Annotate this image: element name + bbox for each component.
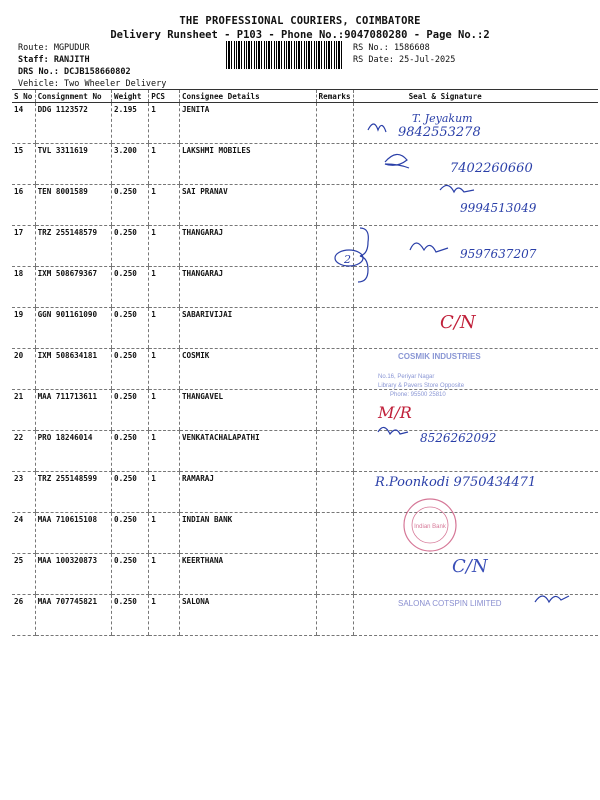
cell-consignee: THANGARAJ (179, 226, 316, 267)
cell-consignment: MAA 710615108 (35, 513, 111, 554)
cell-weight: 0.250 (112, 185, 149, 226)
cell-consignee: INDIAN BANK (179, 513, 316, 554)
cell-consignee: THANGARAJ (179, 267, 316, 308)
cell-consignment: MAA 100320873 (35, 554, 111, 595)
cell-consignment: PRO 18246014 (35, 431, 111, 472)
header-seal: Seal & Signature (353, 90, 598, 103)
drs-line: DRS No.: DCJB158660802 (18, 67, 131, 77)
cell-remarks (316, 349, 353, 390)
cell-pcs: 1 (149, 185, 180, 226)
cell-remarks (316, 513, 353, 554)
table-row (12, 431, 598, 472)
cell-pcs: 1 (149, 472, 180, 513)
cell-pcs: 1 (149, 144, 180, 185)
cell-consignment: MAA 711713611 (35, 390, 111, 431)
cell-remarks (316, 226, 353, 267)
hw-r17-18-phone: 9597637207 (460, 247, 537, 261)
cell-weight: 0.250 (112, 595, 149, 636)
rs-date: RS Date: 25-Jul-2025 (353, 55, 456, 65)
cell-consignment: GGN 901161090 (35, 308, 111, 349)
cell-pcs: 1 (149, 308, 180, 349)
header-weight: Weight (112, 90, 149, 103)
cell-remarks (316, 472, 353, 513)
cell-weight: 2.195 (112, 103, 149, 144)
cell-pcs: 1 (149, 554, 180, 595)
cell-pcs: 1 (149, 431, 180, 472)
table-row (12, 103, 598, 144)
barcode-icon (226, 41, 344, 69)
company-title: THE PROFESSIONAL COURIERS, COIMBATORE (179, 15, 421, 27)
delivery-table (12, 89, 598, 636)
cell-consignment: TRZ 255148599 (35, 472, 111, 513)
cell-remarks (316, 267, 353, 308)
hw-r15-phone: 7402260660 (450, 161, 533, 176)
hw-r16-phone: 9994513049 (460, 201, 537, 215)
hw-r25-note: C/N (452, 556, 488, 577)
cell-seal (353, 554, 598, 595)
stamp-cosmik-line4: Phone: 95500 25810 (390, 392, 446, 398)
cell-weight: 0.250 (112, 226, 149, 267)
rs-number: RS No.: 1586608 (353, 43, 430, 53)
salona-stamp: SALONA COTSPIN LIMITED (398, 599, 502, 608)
table-row (12, 144, 598, 185)
stamp-cosmik-title: COSMIK INDUSTRIES (398, 352, 481, 361)
cell-sno: 22 (12, 431, 35, 472)
bank-seal-text: Indian Bank (414, 524, 446, 530)
table-row (12, 308, 598, 349)
cell-seal (353, 431, 598, 472)
cell-remarks (316, 185, 353, 226)
cell-pcs: 1 (149, 513, 180, 554)
table-row (12, 349, 598, 390)
table-header-row (12, 90, 598, 103)
cell-pcs: 1 (149, 595, 180, 636)
cell-remarks (316, 595, 353, 636)
cell-remarks (316, 431, 353, 472)
cell-sno: 14 (12, 103, 35, 144)
cell-seal (353, 390, 598, 431)
cell-seal (353, 185, 598, 226)
header-consignee: Consignee Details (179, 90, 316, 103)
cell-pcs: 1 (149, 390, 180, 431)
route-info (18, 42, 166, 90)
cell-remarks (316, 390, 353, 431)
cell-sno: 26 (12, 595, 35, 636)
cell-consignment: MAA 707745821 (35, 595, 111, 636)
cell-pcs: 1 (149, 349, 180, 390)
cell-sno: 16 (12, 185, 35, 226)
vehicle-line: Vehicle: Two Wheeler Delivery (18, 79, 167, 89)
hw-r21-note: M/R (378, 403, 412, 422)
table-row (12, 472, 598, 513)
table-row (12, 226, 598, 267)
cell-sno: 20 (12, 349, 35, 390)
table-row (12, 390, 598, 431)
cell-seal (353, 267, 598, 308)
cell-consignment: DDG 1123572 (35, 103, 111, 144)
cell-sno: 19 (12, 308, 35, 349)
cell-consignee: LAKSHMI MOBILES (179, 144, 316, 185)
cell-seal (353, 103, 598, 144)
cell-sno: 15 (12, 144, 35, 185)
cell-seal (353, 472, 598, 513)
cell-consignment: IXM 508679367 (35, 267, 111, 308)
cell-sno: 23 (12, 472, 35, 513)
cell-seal (353, 144, 598, 185)
cell-consignee: COSMIK (179, 349, 316, 390)
cell-weight: 0.250 (112, 513, 149, 554)
cell-sno: 25 (12, 554, 35, 595)
hw-r23-entry: R.Poonkodi 9750434471 (375, 475, 537, 490)
table-row (12, 554, 598, 595)
hw-r22-phone: 8526262092 (420, 431, 497, 445)
hw-r19-note: C/N (440, 312, 476, 333)
cell-consignee: KEERTHANA (179, 554, 316, 595)
cell-seal (353, 349, 598, 390)
header-sno: S No (12, 90, 35, 103)
header-consignment: Consignment No (35, 90, 111, 103)
cell-remarks (316, 554, 353, 595)
cell-consignment: IXM 508634181 (35, 349, 111, 390)
route-line: Route: MGPUDUR (18, 43, 90, 53)
cell-sno: 18 (12, 267, 35, 308)
cell-consignee: THANGAVEL (179, 390, 316, 431)
cell-weight: 3.200 (112, 144, 149, 185)
cell-sno: 24 (12, 513, 35, 554)
cell-sno: 17 (12, 226, 35, 267)
cell-seal (353, 226, 598, 267)
runsheet-subtitle: Delivery Runsheet - P103 - Phone No.:9047080280 - Page No.:2 (110, 29, 490, 41)
cell-consignee: SAI PRANAV (179, 185, 316, 226)
cell-seal (353, 595, 598, 636)
staff-line: Staff: RANJITH (18, 55, 90, 65)
cell-pcs: 1 (149, 103, 180, 144)
table-row (12, 513, 598, 554)
cell-seal (353, 308, 598, 349)
cell-weight: 0.250 (112, 308, 149, 349)
cell-pcs: 1 (149, 267, 180, 308)
cell-consignment: TVL 3311619 (35, 144, 111, 185)
cell-pcs: 1 (149, 226, 180, 267)
cell-consignment: TEN 8001589 (35, 185, 111, 226)
cell-weight: 0.250 (112, 472, 149, 513)
hw-r14-phone: 9842553278 (398, 125, 481, 140)
table-row (12, 185, 598, 226)
cell-consignee: RAMARAJ (179, 472, 316, 513)
header-pcs: PCS (149, 90, 180, 103)
table-row (12, 267, 598, 308)
cell-remarks (316, 144, 353, 185)
cell-seal (353, 513, 598, 554)
table-row (12, 595, 598, 636)
cell-weight: 0.250 (112, 267, 149, 308)
stamp-cosmik-line3: Library & Pavers Store Opposite (378, 383, 465, 389)
cell-consignee: SABARIVIJAI (179, 308, 316, 349)
cell-sno: 21 (12, 390, 35, 431)
cell-weight: 0.250 (112, 390, 149, 431)
rs-info (353, 42, 455, 66)
cell-consignee: JENITA (179, 103, 316, 144)
cell-remarks (316, 103, 353, 144)
cell-consignment: TRZ 255148579 (35, 226, 111, 267)
cell-weight: 0.250 (112, 349, 149, 390)
header-remarks: Remarks (316, 90, 353, 103)
cell-remarks (316, 308, 353, 349)
cell-consignee: SALONA (179, 595, 316, 636)
hw-r17-18-remark: 2 (344, 253, 351, 266)
hw-r14-name: T. Jeyakum (412, 112, 473, 125)
cell-consignee: VENKATACHALAPATHI (179, 431, 316, 472)
cell-weight: 0.250 (112, 554, 149, 595)
cell-weight: 0.250 (112, 431, 149, 472)
stamp-cosmik-line2: No.16, Periyar Nagar (378, 374, 435, 380)
